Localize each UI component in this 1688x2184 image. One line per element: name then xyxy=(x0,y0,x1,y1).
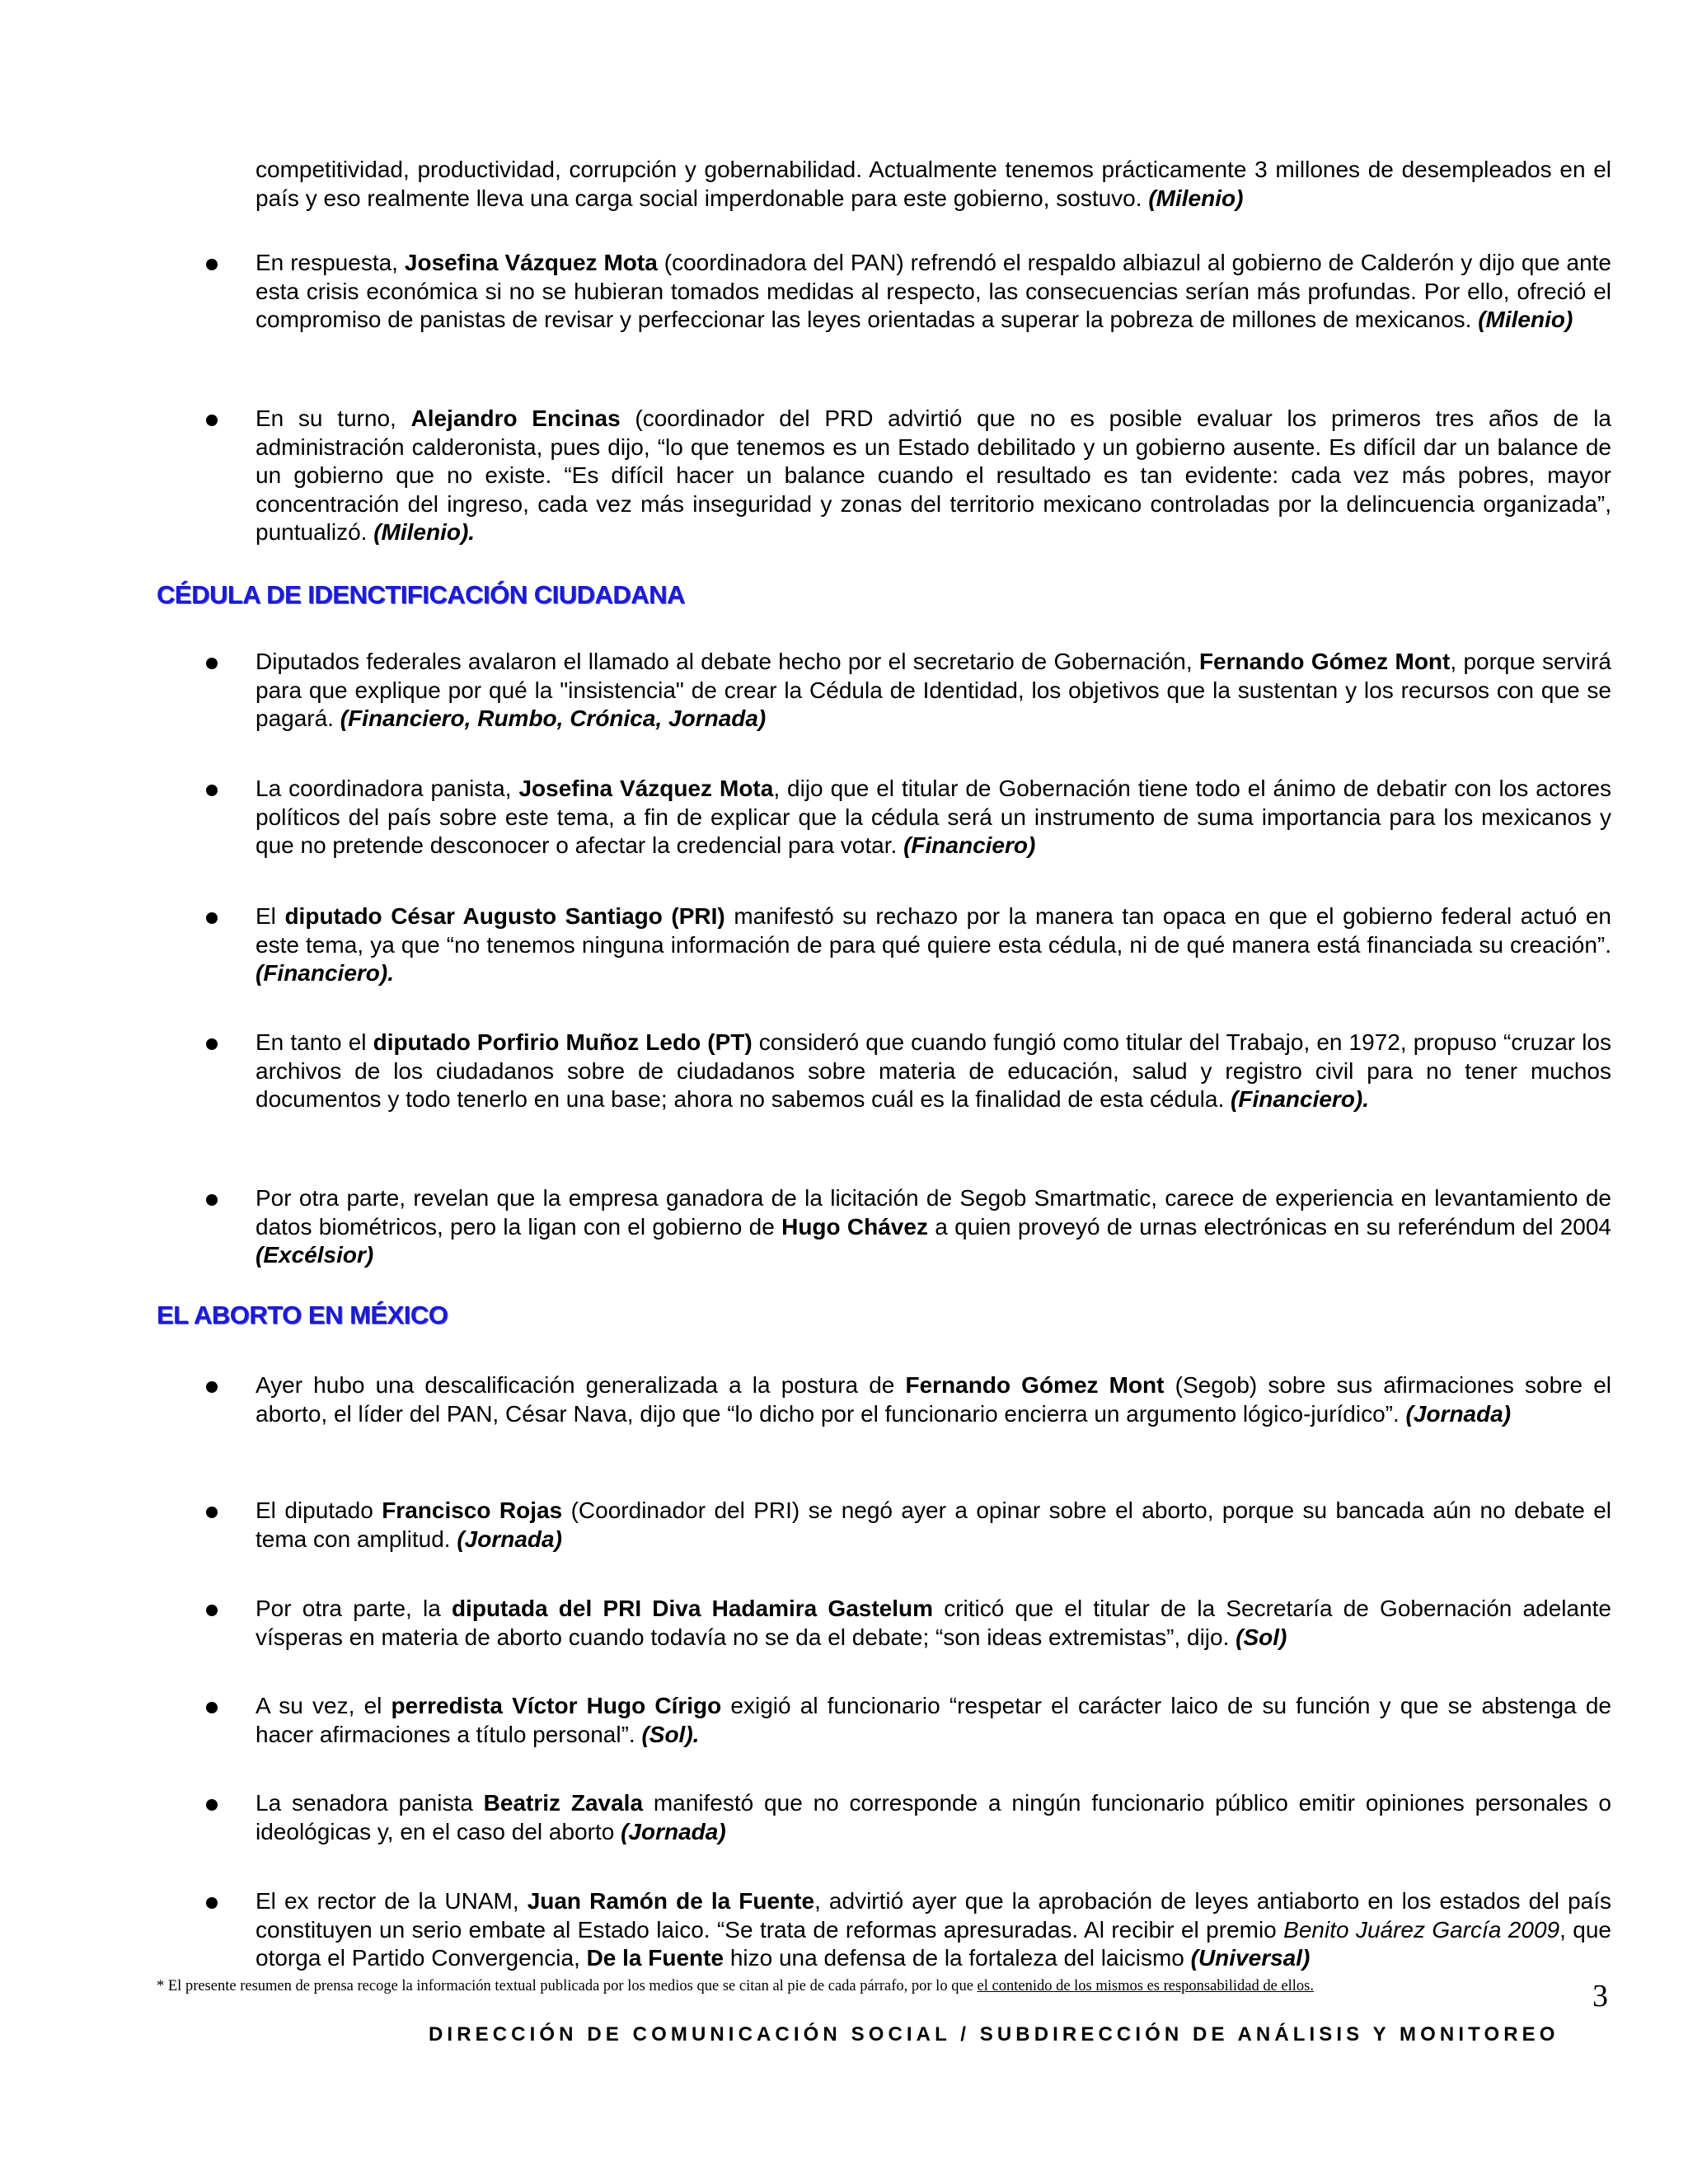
item-text: El diputado xyxy=(256,1497,382,1523)
person-name: De la Fuente xyxy=(586,1945,724,1971)
footnote-text: * El presente resumen de prensa recoge la información textual publicada por los medios que se citan al pie de cada párrafo, por lo que xyxy=(157,1978,978,1994)
list-item xyxy=(206,902,1611,988)
bullet-icon xyxy=(206,1381,218,1393)
item-text: , dijo que el titular de Gobernación tiene todo el ánimo de debatir con los actores políticos del país sobre este tema, a fin de explicar que la cédula será un instrumento de suma importancia para los mexicanos y que no pretende desconocer o afectar la credencial para votar. xyxy=(256,776,1612,858)
item-text: (Coordinador del PRI) se negó ayer a opinar sobre el aborto, porque su bancada aún no debate el tema con amplitud. xyxy=(256,1497,1611,1552)
list-item xyxy=(206,1184,1611,1270)
source-label: (Financiero, Rumbo, Crónica, Jornada) xyxy=(340,705,767,731)
bullet-icon xyxy=(206,415,218,426)
item-text: (coordinador del PRD advirtió que no es posible evaluar los primeros tres años de la administración calderonista, pues dijo, “lo que tenemos es un Estado debilitado y un gobierno ausente. Es difícil dar un balance de un gobierno que no existe. “Es difícil hacer un balance cuando el resultado es tan evidente: cada vez más pobres, mayor concentración del ingreso, cada vez más inseguridad y zonas del territorio mexicano controladas por la delincuencia organizada”, puntualizó. xyxy=(256,405,1611,545)
source-label: (Sol). xyxy=(641,1721,700,1747)
item-text: consideró que cuando fungió como titular del Trabajo, en 1972, propuso “cruzar los archivos de los ciudadanos sobre de ciudadanos sobre materia de educación, salud y registro civil para no tener muchos documentos y todo tenerlo en una base; ahora no sabemos cuál es la finalidad de esta cédula. xyxy=(256,1029,1612,1112)
person-name: diputado Porfirio Muñoz Ledo (PT) xyxy=(373,1029,753,1055)
bullet-icon xyxy=(206,1507,218,1518)
page-footer: DIRECCIÓN DE COMUNICACIÓN SOCIAL / SUBDIRECCIÓN DE ANÁLISIS Y MONITOREO xyxy=(429,2023,1559,2046)
item-text: , porque servirá para que explique por qué la "insistencia" de crear la Cédula de Identidad, los objetivos que la sustentan y los recursos con que se pagará. xyxy=(256,649,1611,731)
person-name: Josefina Vázquez Mota xyxy=(518,776,774,801)
bullet-icon xyxy=(206,785,218,796)
item-text: , advirtió ayer que la aprobación de leyes antiaborto en los estados del país constituyen un serio embate al Estado laico. “Se trata de reformas apresuradas. Al recibir el premio xyxy=(256,1888,1612,1943)
source-label: (Milenio) xyxy=(1478,307,1573,332)
item-text: Por otra parte, la xyxy=(256,1596,452,1621)
bullet-icon xyxy=(206,658,218,669)
item-text: La coordinadora panista, xyxy=(256,776,519,801)
section-heading-cedula: CÉDULA DE IDENCTIFICACIÓN CIUDADANA xyxy=(157,580,685,609)
footnote xyxy=(157,1978,1541,1995)
person-name: Fernando Gómez Mont xyxy=(1198,649,1451,674)
source-label: (Financiero). xyxy=(256,960,395,986)
item-text: (coordinadora del PAN) refrendó el respaldo albiazul al gobierno de Calderón y dijo que ante esta crisis económica si no se hubieran tomados medidas al respecto, las consecuencias serían más profundas. Por ello, ofreció el compromiso de panistas de revisar y perfeccionar las leyes orientadas a superar la pobreza de millones de mexicanos. xyxy=(256,250,1611,332)
item-text: a quien proveyó de urnas electrónicas en su referéndum del 2004 xyxy=(927,1213,1611,1240)
bullet-icon xyxy=(206,1194,218,1206)
source-label: (Financiero) xyxy=(903,832,1036,858)
item-text: (Segob) sobre sus afirmaciones sobre el aborto, el líder del PAN, César Nava, dijo que “lo dicho por el funcionario encierra un argumento lógico-jurídico”. xyxy=(256,1372,1612,1427)
item-text: El ex rector de la UNAM, xyxy=(256,1888,528,1914)
list-item xyxy=(206,1595,1611,1652)
list-item xyxy=(206,1497,1611,1554)
source-label: (Financiero). xyxy=(1231,1086,1370,1112)
source-label: (Sol) xyxy=(1236,1624,1287,1650)
source-label: (Universal) xyxy=(1190,1945,1311,1971)
person-name: diputado César Augusto Santiago (PRI) xyxy=(284,903,725,929)
item-text: El xyxy=(256,903,285,929)
section-heading-aborto: EL ABORTO EN MÉXICO xyxy=(157,1301,448,1329)
intro-paragraph xyxy=(256,156,1611,213)
list-item xyxy=(206,648,1611,733)
bullet-icon xyxy=(206,1702,218,1713)
person-name: Josefina Vázquez Mota xyxy=(404,250,658,275)
bullet-icon xyxy=(206,1605,218,1616)
person-name: Beatriz Zavala xyxy=(483,1790,644,1816)
item-text: criticó que el titular de la Secretaría de Gobernación adelante vísperas en materia de aborto cuando todavía no se da el debate; “son ideas extremistas”, dijo. xyxy=(256,1596,1611,1650)
list-item xyxy=(206,405,1611,547)
item-text: manifestó que no corresponde a ningún funcionario público emitir opiniones personales o ideológicas y, en el caso del aborto xyxy=(256,1790,1611,1844)
bullet-icon xyxy=(206,1038,218,1050)
list-item xyxy=(206,249,1611,335)
person-name: diputada del PRI Diva Hadamira Gastelum xyxy=(451,1596,934,1621)
intro-source: (Milenio) xyxy=(1148,185,1244,211)
bullet-icon xyxy=(206,259,218,270)
item-text: A su vez, el xyxy=(256,1693,392,1718)
person-name: Francisco Rojas xyxy=(382,1497,563,1523)
bullet-icon xyxy=(206,1897,218,1909)
person-name: Alejandro Encinas xyxy=(410,405,621,431)
source-label: (Jornada) xyxy=(457,1526,562,1552)
bullet-icon xyxy=(206,912,218,924)
list-item xyxy=(206,1789,1611,1846)
list-item xyxy=(206,1371,1611,1428)
intro-text: competitividad, productividad, corrupción y gobernabilidad. Actualmente tenemos prácticamente 3 millones de desempleados en el país y eso realmente lleva una carga social imperdonable para este gobierno, sostuvo. xyxy=(256,157,1611,211)
item-text: manifestó su rechazo por la manera tan opaca en que el gobierno federal actuó en este tema, ya que “no tenemos ninguna información de para qué quiere esta cédula, ni de qué manera está financiada su creación”. xyxy=(256,903,1611,958)
source-label: (Jornada) xyxy=(1405,1400,1512,1427)
bullet-icon xyxy=(206,1799,218,1811)
person-name: Fernando Gómez Mont xyxy=(905,1372,1165,1398)
list-item xyxy=(206,1692,1611,1749)
item-text: La senadora panista xyxy=(256,1790,484,1816)
item-text: Ayer hubo una descalificación generalizada a la postura de xyxy=(256,1372,906,1398)
person-name: Hugo Chávez xyxy=(781,1213,928,1240)
footnote-underlined: el contenido de los mismos es responsabilidad de ellos. xyxy=(977,1978,1315,1994)
item-text: hizo una defensa de la fortaleza del laicismo xyxy=(724,1945,1191,1971)
source-label: (Excélsior) xyxy=(256,1242,374,1268)
person-name: Juan Ramón de la Fuente xyxy=(527,1888,815,1914)
award-name: Benito Juárez García 2009 xyxy=(1283,1916,1560,1943)
source-label: (Milenio). xyxy=(373,519,476,545)
item-text: exigió al funcionario “respetar el carácter laico de su función y que se abstenga de hacer afirmaciones a título personal”. xyxy=(256,1693,1611,1747)
list-item xyxy=(206,1887,1611,1973)
page-number: 3 xyxy=(1592,1979,1608,2013)
item-text: En su turno, xyxy=(256,405,411,431)
item-text: En tanto el xyxy=(256,1029,373,1055)
source-label: (Jornada) xyxy=(621,1818,726,1844)
item-text: , que otorga el Partido Convergencia, xyxy=(256,1916,1612,1971)
item-text: En respuesta, xyxy=(256,250,405,275)
list-item xyxy=(206,1029,1611,1114)
item-text: Diputados federales avalaron el llamado al debate hecho por el secretario de Gobernación, xyxy=(256,649,1199,674)
item-text: Por otra parte, revelan que la empresa ganadora de la licitación de Segob Smartmatic, carece de experiencia en levantamiento de datos biométricos, pero la ligan con el gobierno de xyxy=(256,1185,1611,1240)
person-name: perredista Víctor Hugo Círigo xyxy=(391,1693,722,1718)
list-item xyxy=(206,775,1611,860)
